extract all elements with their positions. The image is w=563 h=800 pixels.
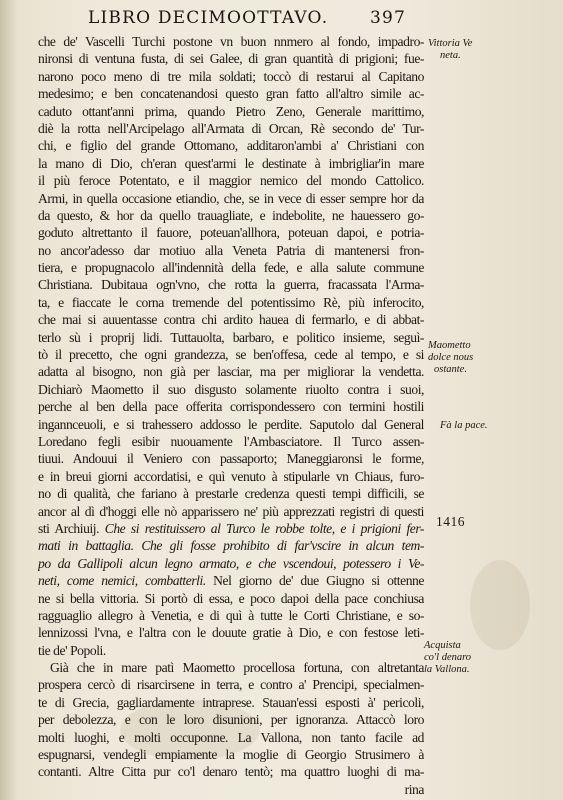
line-text: Armi, in quella occasione etiandio, che, se in vece di esser sempre hor da xyxy=(38,190,424,206)
line-text: lennizossi l'vna, e l'altra con le douute gratie à Dio, e con festose leti- xyxy=(38,625,424,641)
text-line xyxy=(38,520,424,537)
running-header xyxy=(88,6,408,36)
line-text: il più feroce Potentato, e il maggior nemico del mondo Cattolico. xyxy=(38,173,424,189)
line-italic-text: mati in battaglia. Che gli fosse prohibito di far'vscire in alcun tem- xyxy=(38,538,424,554)
margin-note-maometto: Maometto dolce nous ostante. xyxy=(428,340,474,375)
line-text: nironsi di ventuna fusta, di sei Galee, di gran quantità di prigioni; fue- xyxy=(38,51,424,67)
text-line xyxy=(38,729,424,746)
line-italic-text: neti, come nemici, combatterli. xyxy=(38,573,206,589)
text-line xyxy=(38,468,424,485)
margin-note-pace: Fà la pace. xyxy=(440,420,488,431)
text-line xyxy=(38,590,424,607)
text-line xyxy=(38,763,424,780)
line-text: no di qualità, che fariano à prestarle credenza questi tempi difficili, se xyxy=(38,486,424,502)
text-line xyxy=(38,190,424,207)
line-text: prospera cercò di risarcirsene in terra, e contro a' Prencipi, specialmen- xyxy=(38,677,424,693)
paper-stain xyxy=(470,560,530,650)
text-line xyxy=(38,555,424,572)
text-line xyxy=(38,311,424,328)
line-text: la mano di Dio, ch'eran quest'armi le destinate à imbrigliar'in mare xyxy=(38,155,424,171)
text-line xyxy=(38,259,424,276)
text-line xyxy=(38,572,424,589)
text-line xyxy=(38,346,424,363)
line-text: molti luoghi, e molti occuponne. La Vallona, non tanto facile ad xyxy=(38,729,424,745)
text-line xyxy=(38,137,424,154)
text-line xyxy=(38,537,424,554)
text-line xyxy=(38,485,424,502)
text-line xyxy=(38,676,424,693)
text-line xyxy=(38,433,424,450)
text-line xyxy=(38,381,424,398)
line-text: espugnarsi, vendegli empiamente la moglie di Georgio Strusimero à xyxy=(38,747,424,763)
text-line xyxy=(38,103,424,120)
line-text: te di Grecia, gagliardamente intraprese. Stauan'essi esposti à' pericoli, xyxy=(38,694,424,710)
line-text: perche al ben della pace offerita corrispondessero con termini hostili xyxy=(38,399,424,415)
text-line xyxy=(38,781,424,798)
text-line xyxy=(38,624,424,641)
line-italic-text: Che si restituissero al Turco le robbe tolte, e i prigioni fer- xyxy=(104,520,424,536)
line-text: per debolezza, e con le loro disunioni, per ignoranza. Attaccò loro xyxy=(38,712,424,728)
line-text: ragguaglio allegro à Venetia, e di quì à tutte le Corti Christiane, e so- xyxy=(38,607,424,623)
text-line xyxy=(38,746,424,763)
text-line xyxy=(38,33,424,50)
line-text: Loredano fegli esibir nuouamente l'Ambasciatore. Il Turco assen- xyxy=(38,433,424,449)
line-text: narono poco meno di tre mila soldati; toccò di restarui al Capitano xyxy=(38,68,424,84)
line-text: ingannceuoli, e si trahessero addosso le perdite. Saputolo dal General xyxy=(38,416,424,432)
line-text: e in breui giorni accordatisi, e quì venuto à stipularle vn Chiaus, furo- xyxy=(38,468,424,484)
line-text-after: Nel giorno de' due Giugno si ottenne xyxy=(205,573,424,589)
margin-note-year: 1416 xyxy=(436,514,465,529)
text-line xyxy=(38,207,424,224)
line-text: adatta al bisogno, non già per lasciar, ma per migliorar la vendetta. xyxy=(38,364,424,380)
text-line xyxy=(38,659,424,676)
line-text: ancor al dì d'hoggi elle nò apparissero ne' più apprezzati registri di questi xyxy=(38,503,424,519)
text-line xyxy=(38,155,424,172)
text-line xyxy=(38,416,424,433)
line-text: diè la rotta nell'Arcipelago all'Armata di Orcan, Rè secondo de' Tur- xyxy=(38,120,424,136)
line-text: sti Archiuij. xyxy=(38,520,100,536)
text-line xyxy=(38,68,424,85)
text-line xyxy=(38,242,424,259)
margin-note-acquista: Acquista co'l denaro la Vallona. xyxy=(424,640,472,675)
line-text: Già che in mare patì Maometto procellosa fortuna, con altretanta xyxy=(50,660,424,676)
line-text: medesimo; e ben concatenandosi questo gran fatto all'altro simile ac- xyxy=(38,86,424,102)
text-line xyxy=(38,694,424,711)
text-line xyxy=(38,276,424,293)
line-text: contanti. Altre Citta pur co'l denaro tentò; ma quattro luoghi di ma- xyxy=(38,764,424,780)
line-text: ta, e fiaccate le corna tremende del potentissimo Rè, più inferocito, xyxy=(38,294,424,310)
line-text: tiera, e propugnacolo all'indennità della fede, e alla salute commune xyxy=(38,260,424,276)
line-text: caduto ottant'anni prima, quando Pietro Zeno, Generale marittimo, xyxy=(38,103,424,119)
text-line xyxy=(38,85,424,102)
line-text: rina xyxy=(404,781,424,797)
line-text: tie de' Popoli. xyxy=(38,642,106,658)
line-text: chi, e figlio del grande Ottomano, additaron'ambi a' Christiani con xyxy=(38,138,424,154)
text-line xyxy=(38,172,424,189)
text-line xyxy=(38,642,424,659)
page-gutter-shadow xyxy=(0,0,18,800)
text-line xyxy=(38,398,424,415)
body-text xyxy=(38,33,424,798)
line-text: Christiana. Dubitaua ogn'vno, che rotta la guerra, fracassata l'Arma- xyxy=(38,277,424,293)
text-line xyxy=(38,224,424,241)
line-text: tò il precetto, che ogni grandezza, se ben'offesa, cede al tempo, e si xyxy=(38,347,424,363)
line-text: che mai si auuentasse contra chi ardito hauea di fermarlo, e di abbat- xyxy=(38,312,424,328)
margin-note-vittoria: Vittoria Ve neta. xyxy=(428,38,473,61)
line-text: goduto altrettanto il fauore, poteuan'allhora, poteuan dapoi, e potria- xyxy=(38,225,424,241)
text-line xyxy=(38,711,424,728)
text-line xyxy=(38,50,424,67)
text-line xyxy=(38,294,424,311)
page-number: 397 xyxy=(370,8,407,28)
line-text: no ancor'adesso dar motiuo alla Veneta Patria di mantenersi fron- xyxy=(38,242,424,258)
text-line xyxy=(38,503,424,520)
line-text: terlo sù i proprij lidi. Tuttauolta, barbaro, e politico insieme, seguì- xyxy=(38,329,424,345)
text-line xyxy=(38,120,424,137)
text-line xyxy=(38,607,424,624)
chapter-title: LIBRO DECIMOOTTAVO. xyxy=(88,8,329,28)
line-text: tiuui. Andouui il Veniero con passaporto; Maneggiaronsi le forme, xyxy=(38,451,424,467)
text-line xyxy=(38,363,424,380)
line-italic-text: po da Gallipoli alcun legno armato, e che vscendoui, potessero i Ve- xyxy=(38,555,424,571)
text-line xyxy=(38,329,424,346)
line-text: Dichiarò Maometto il suo disgusto solamente riuolto contra i suoi, xyxy=(38,381,424,397)
text-line xyxy=(38,450,424,467)
line-text: che de' Vascelli Turchi postone vn buon nnmero al fondo, impadro- xyxy=(38,34,424,49)
line-text: da questo, & hor da quello trauagliate, e indebolite, ne hauessero go- xyxy=(38,207,424,223)
line-text: ne si bella vittoria. Si portò di essa, e poco dapoi della pace conchiusa xyxy=(38,590,424,606)
